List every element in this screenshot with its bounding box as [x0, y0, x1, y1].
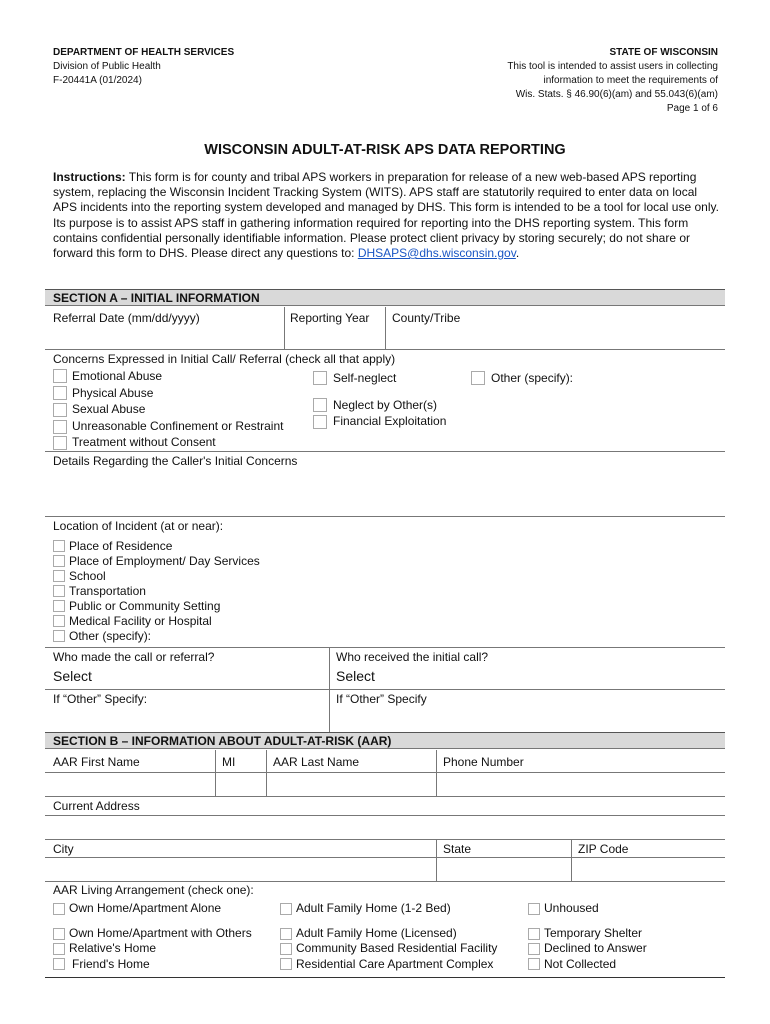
living-option: Temporary Shelter: [544, 926, 643, 940]
division-name: Division of Public Health: [53, 61, 161, 72]
divider: [45, 647, 725, 648]
who-made-call-select[interactable]: [53, 668, 92, 684]
physical-abuse-checkbox[interactable]: [53, 386, 67, 400]
divider: [45, 839, 725, 840]
declined-to-answer-checkbox[interactable]: [528, 943, 540, 955]
county-tribe-input[interactable]: [389, 328, 723, 346]
concern-label: Neglect by Other(s): [333, 398, 438, 412]
unreasonable-confinement-checkbox[interactable]: [53, 420, 67, 434]
living-option: Friend's Home: [72, 957, 150, 971]
location-option: Place of Employment/ Day Services: [69, 554, 260, 568]
living-option: Adult Family Home (1-2 Bed): [296, 901, 451, 915]
divider: [266, 750, 267, 796]
last-name-input[interactable]: [269, 774, 434, 794]
place-of-employment-checkbox[interactable]: [53, 555, 65, 567]
header-note-1: This tool is intended to assist users in collecting: [507, 61, 718, 72]
location-option: School: [69, 569, 106, 583]
divider: [45, 451, 725, 452]
other-concern-checkbox[interactable]: [471, 371, 485, 385]
location-option: Other (specify):: [69, 629, 152, 643]
financial-exploitation-checkbox[interactable]: [313, 415, 327, 429]
reporting-year-label: Reporting Year: [290, 311, 370, 325]
concern-label: Sexual Abuse: [72, 402, 146, 416]
mi-input[interactable]: [218, 774, 264, 794]
relatives-home-checkbox[interactable]: [53, 943, 65, 955]
concern-label: Other (specify):: [491, 371, 574, 385]
instructions-text: This form is for county and tribal APS workers in preparation for release of a new web-based APS reporting system, replacing the Wisconsin Incident Tracking System (WITS). APS staff are statutorily required to enter data on local APS incidents into the reporting system developed and managed by DHS. This form is intended to be a tool for local use only. Its purpose is to assist APS staff in gathering information required for reporting into the DHS reporting system. This form contains confidential personally identifiable information. Please protect client privacy by storing securely; do not share or forward this form to DHS. Please direct any questions to:: [53, 170, 719, 261]
friends-home-checkbox[interactable]: [53, 958, 65, 970]
living-option: Adult Family Home (Licensed): [296, 926, 457, 940]
location-option: Place of Residence: [69, 539, 173, 553]
living-option: Own Home/Apartment Alone: [69, 901, 222, 915]
divider: [45, 349, 725, 350]
city-label: City: [53, 842, 74, 856]
concern-label: Self-neglect: [333, 371, 397, 385]
concern-label: Unreasonable Confinement or Restraint: [72, 419, 284, 433]
location-label: Location of Incident (at or near):: [53, 519, 224, 533]
divider: [329, 647, 330, 733]
other-specify-left-label: If “Other” Specify:: [53, 692, 148, 706]
phone-input[interactable]: [439, 774, 723, 794]
location-option: Transportation: [69, 584, 146, 598]
who-received-call-select[interactable]: [336, 668, 375, 684]
concern-label: Financial Exploitation: [333, 414, 447, 428]
sexual-abuse-checkbox[interactable]: [53, 403, 67, 417]
other-specify-right-label: If “Other” Specify: [336, 692, 427, 706]
living-arrangement-label: AAR Living Arrangement (check one):: [53, 883, 254, 897]
living-option: Residential Care Apartment Complex: [296, 957, 494, 971]
last-name-label: AAR Last Name: [273, 755, 360, 769]
divider: [45, 815, 725, 816]
living-option: Community Based Residential Facility: [296, 941, 498, 955]
public-setting-checkbox[interactable]: [53, 600, 65, 612]
concern-label: Treatment without Consent: [72, 435, 216, 449]
other-specify-right-input[interactable]: [336, 708, 720, 730]
divider: [215, 750, 216, 796]
concern-label: Physical Abuse: [72, 386, 154, 400]
bottom-rule: [45, 977, 725, 978]
state-input[interactable]: [439, 859, 569, 879]
details-label: Details Regarding the Caller's Initial Concerns: [53, 454, 298, 468]
school-checkbox[interactable]: [53, 570, 65, 582]
own-home-alone-checkbox[interactable]: [53, 903, 65, 915]
unhoused-checkbox[interactable]: [528, 903, 540, 915]
place-of-residence-checkbox[interactable]: [53, 540, 65, 552]
zip-label: ZIP Code: [578, 842, 629, 856]
other-specify-left-input[interactable]: [53, 708, 325, 730]
reporting-year-input[interactable]: [288, 328, 382, 346]
divider: [436, 839, 437, 881]
instructions-end: .: [515, 246, 520, 261]
divider: [436, 750, 437, 796]
section-b-header: SECTION B – INFORMATION ABOUT ADULT-AT-RISK (AAR): [45, 732, 725, 749]
phone-label: Phone Number: [443, 755, 524, 769]
transportation-checkbox[interactable]: [53, 585, 65, 597]
divider: [45, 857, 725, 858]
self-neglect-checkbox[interactable]: [313, 371, 327, 385]
living-option: Unhoused: [544, 901, 599, 915]
county-tribe-label: County/Tribe: [392, 311, 461, 325]
address-input[interactable]: [47, 817, 723, 837]
zip-input[interactable]: [574, 859, 723, 879]
other-concern-input[interactable]: [580, 369, 720, 385]
page-number: Page 1 of 6: [666, 103, 718, 114]
neglect-by-others-checkbox[interactable]: [313, 398, 327, 412]
location-option: Medical Facility or Hospital: [69, 614, 212, 628]
living-option: Declined to Answer: [544, 941, 647, 955]
who-received-call-dropdown[interactable]: [336, 668, 375, 684]
referral-date-input[interactable]: [53, 328, 281, 346]
adult-family-home-licensed-checkbox[interactable]: [280, 928, 292, 940]
dhs-email-link[interactable]: DHSAPS@dhs.wisconsin.gov: [357, 246, 516, 261]
cbrf-checkbox[interactable]: [280, 943, 292, 955]
form-id: F-20441A (01/2024): [53, 75, 142, 86]
divider: [385, 307, 386, 349]
living-option: Own Home/Apartment with Others: [69, 926, 252, 940]
who-made-call-dropdown[interactable]: [53, 668, 92, 684]
medical-facility-checkbox[interactable]: [53, 615, 65, 627]
state-label: State: [443, 842, 472, 856]
header-note-3: Wis. Stats. § 46.90(6)(am) and 55.043(6)(am): [515, 89, 718, 100]
mi-label: MI: [222, 755, 236, 769]
divider: [45, 516, 725, 517]
first-name-label: AAR First Name: [53, 755, 140, 769]
header-note-2: information to meet the requirements of: [543, 75, 718, 86]
concerns-label: Concerns Expressed in Initial Call/ Referral (check all that apply): [53, 352, 396, 366]
city-input[interactable]: [47, 859, 434, 879]
referral-date-label: Referral Date (mm/dd/yyyy): [53, 311, 200, 325]
divider: [284, 307, 285, 349]
first-name-input[interactable]: [47, 774, 213, 794]
state-name: STATE OF WISCONSIN: [609, 47, 718, 58]
location-option: Public or Community Setting: [69, 599, 221, 613]
address-label: Current Address: [53, 799, 140, 813]
other-location-checkbox[interactable]: [53, 630, 65, 642]
divider: [571, 839, 572, 881]
adult-family-home-1-2-checkbox[interactable]: [280, 903, 292, 915]
temporary-shelter-checkbox[interactable]: [528, 928, 540, 940]
who-made-call-label: Who made the call or referral?: [53, 650, 215, 664]
concern-label: Emotional Abuse: [72, 369, 163, 383]
living-option: Relative's Home: [69, 941, 156, 955]
own-home-with-others-checkbox[interactable]: [53, 928, 65, 940]
divider: [45, 796, 725, 797]
instructions-label: Instructions:: [53, 170, 126, 184]
department-name: DEPARTMENT OF HEALTH SERVICES: [53, 47, 235, 58]
divider: [45, 772, 725, 773]
header-left: [53, 46, 234, 88]
divider: [45, 689, 725, 690]
who-received-call-label: Who received the initial call?: [336, 650, 489, 664]
living-option: Not Collected: [544, 957, 617, 971]
section-a-header: SECTION A – INITIAL INFORMATION: [45, 289, 725, 306]
divider: [45, 881, 725, 882]
details-textarea[interactable]: [53, 470, 721, 514]
not-collected-checkbox[interactable]: [528, 958, 540, 970]
treatment-without-consent-checkbox[interactable]: [53, 436, 67, 450]
instructions: [53, 170, 719, 261]
form-title: WISCONSIN ADULT-AT-RISK APS DATA REPORTING: [204, 142, 566, 158]
rcac-checkbox[interactable]: [280, 958, 292, 970]
emotional-abuse-checkbox[interactable]: [53, 369, 67, 383]
header-right: [507, 46, 718, 116]
